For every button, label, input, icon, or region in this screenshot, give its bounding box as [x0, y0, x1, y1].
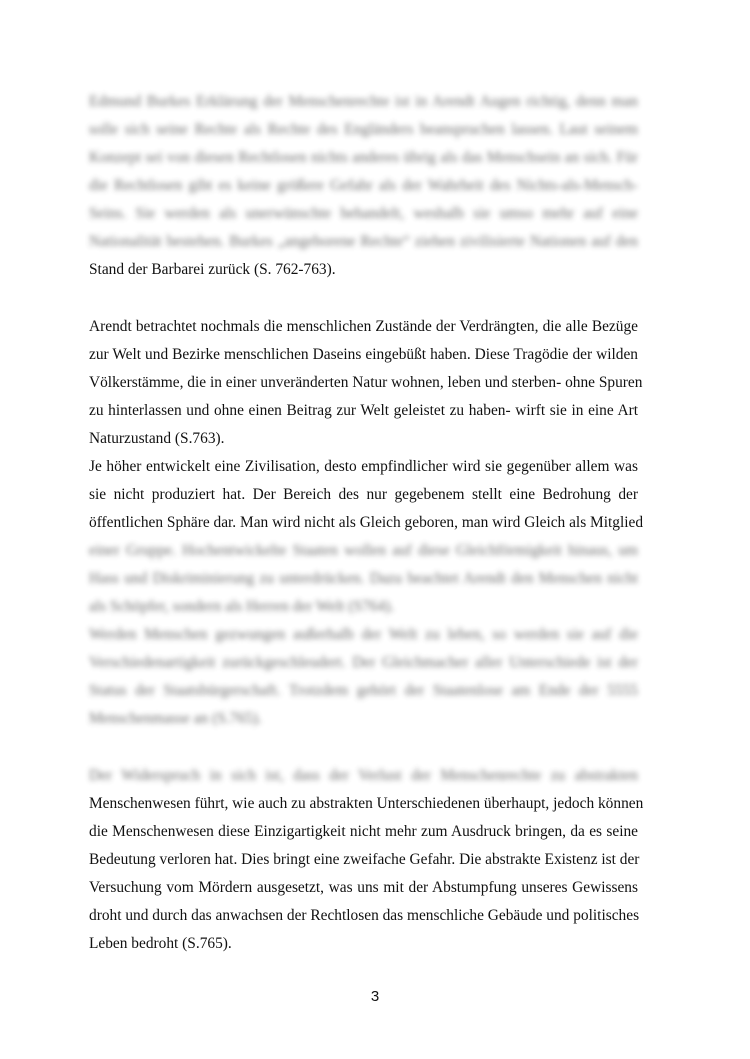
blurred-text-line: Werden Menschen gezwungen außerhalb der Welt zu leben, so werden sie auf die: [89, 626, 638, 643]
blurred-text-line: Konzept sei von diesen Rechtlosen nichts anderes übrig als das Menschsein an sich. Für: [89, 149, 638, 166]
text-line: Arendt betrachtet nochmals die menschlichen Zustände der Verdrängten, die alle Bezüge: [89, 318, 638, 335]
text-line: Naturzustand (S.763).: [89, 430, 225, 447]
blurred-text-line: die Rechtlosen gibt es keine größere Gefahr als der Wahrheit des Nichts-als-Mensch-: [89, 177, 638, 194]
text-line: Leben bedroht (S.765).: [89, 935, 232, 952]
blurred-text-line: Status der Staatsbürgerschaft. Trotzdem gehört der Staatenlose am Ende der 5555: [89, 682, 638, 699]
text-line: Versuchung vom Mördern ausgesetzt, was uns mit der Abstumpfung unseres Gewissens: [89, 879, 638, 896]
text-line: Bedeutung verloren hat. Dies bringt eine zweifache Gefahr. Die abstrakte Existenz ist der: [89, 851, 640, 868]
text-line: Je höher entwickelt eine Zivilisation, desto empfindlicher wird sie gegenüber allem was: [89, 458, 638, 475]
blurred-text-line: solle sich seine Rechte als Rechte des Engländers beanspruchen lassen. Laut seinem: [89, 121, 638, 138]
text-line: Stand der Barbarei zurück (S. 762-763).: [89, 261, 336, 278]
text-line: Völkerstämme, die in einer unveränderten Natur wohnen, leben und sterben- ohne Spuren: [89, 374, 643, 391]
blurred-text-line: Menschenmasse an (S.765).: [89, 710, 262, 727]
text-line: zu hinterlassen und ohne einen Beitrag zur Welt geleistet zu haben- wirft sie in eine Art: [89, 402, 638, 419]
text-line: sie nicht produziert hat. Der Bereich des nur gegebenem stellt eine Bedrohung der: [89, 486, 638, 503]
text-line: droht und durch das anwachsen der Rechtlosen das menschliche Gebäude und politisches: [89, 907, 640, 924]
blurred-text-line: Verschiedenartigkeit zurückgeschleudert. Der Gleichmacher aller Unterschiede ist der: [89, 654, 638, 671]
blurred-text-line: Seins. Sie werden als unerwünschte behandelt, weshalb sie umso mehr auf eine: [89, 205, 638, 222]
blurred-text-line: Nationalität bestehen. Burkes „angeborene Rechte“ ziehen zivilisierte Nationen auf den: [89, 233, 638, 250]
text-line: Menschenwesen führt, wie auch zu abstrakten Unterschiedenen überhaupt, jedoch können: [89, 795, 644, 812]
blurred-text-line: Hass und Diskriminierung zu unterdrücken. Dazu beachtet Arendt den Menschen nicht: [89, 570, 638, 587]
text-line: öffentlichen Sphäre dar. Man wird nicht als Gleich geboren, man wird Gleich als Mitglied: [89, 514, 644, 531]
blurred-text-line: als Schöpfer, sondern als Herren der Welt (S764).: [89, 598, 395, 615]
text-line: zur Welt und Bezirke menschlichen Daseins eingebüßt haben. Diese Tragödie der wilden: [89, 346, 638, 363]
blurred-text-line: Edmund Burkes Erklärung der Menschenrechte ist in Arendt Augen richtig, denn man: [89, 93, 638, 110]
blurred-text-line: einer Gruppe. Hochentwickelte Staaten wollen auf diese Gleichförmigkeit hinaus, um: [89, 542, 638, 559]
text-line: die Menschenwesen diese Einzigartigkeit nicht mehr zum Ausdruck bringen, da es seine: [89, 823, 638, 840]
blurred-text-line: Der Widerspruch in sich ist, dass der Verlust der Menschenrechte zu abstrakten: [89, 767, 638, 784]
page-number: 3: [370, 988, 380, 1005]
